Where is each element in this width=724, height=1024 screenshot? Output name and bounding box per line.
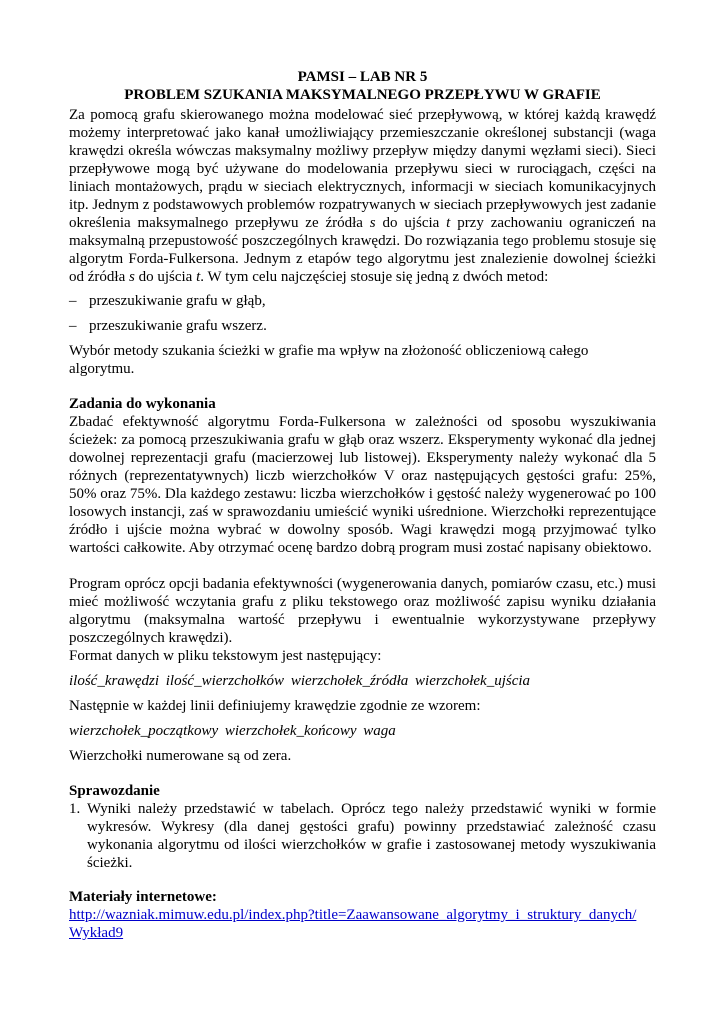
document-page [69,68,656,942]
sink-symbol-2: t [196,269,201,285]
problem-title: PROBLEM SZUKANIA MAKSYMALNEGO PRZEPŁYWU W GRAFIE [124,87,601,103]
format-header-line: ilość_krawędzi ilość_wierzchołków wierzchołek_źródła wierzchołek_ujścia [69,673,531,689]
list-item [69,317,656,335]
report-heading: Sprawozdanie [69,783,160,799]
report-item-text: Wyniki należy przedstawić w tabelach. Oprócz tego należy przedstawić wyniki w formie wykresów. Wykresy (dla danej gęstości grafu) powinny przedstawiać zależność czasu wykonania algorytmu od ilości wierzchołków w grafie i zastosowanej metody wyszukiwania ścieżki. [87,801,656,871]
source-symbol-2: s [128,269,135,285]
format-intro: Format danych w pliku tekstowym jest następujący: [69,648,382,664]
link-line-1: http://wazniak.mimuw.edu.pl/index.php?title=Zaawansowane_algorytmy_i_struktury_danych/ [69,907,637,923]
format-next-paragraph: Następnie w każdej linii definiujemy krawędzie zgodnie ze wzorem: [69,698,481,714]
report-list [69,800,656,872]
list-item [69,292,656,310]
sink-symbol: t [446,215,451,231]
intro-text-b: do ujścia [375,215,447,231]
dash-bullet: – [69,318,77,334]
intro-paragraph [69,106,656,286]
methods-list [69,292,656,335]
method-bfs: przeszukiwanie grafu wszerz. [89,318,267,334]
materials-link[interactable] [69,907,636,941]
format-edge-line: wierzchołek_początkowy wierzchołek_końcowy waga [69,723,396,739]
vertex-numbering-note: Wierzchołki numerowane są od zera. [69,748,292,764]
materials-link-paragraph [69,906,656,942]
method-dfs: przeszukiwanie grafu w głąb, [89,293,266,309]
method-choice-paragraph: Wybór metody szukania ścieżki w grafie ma wpływ na złożoność obliczeniową całego algorytmu. [69,343,589,377]
materials-heading: Materiały internetowe: [69,889,217,905]
tasks-paragraph: Zbadać efektywność algorytmu Forda-Fulkersona w zależności od sposobu wyszukiwania ścieżek: za pomocą przeszukiwania grafu w głąb oraz wszerz. Eksperymenty wykonać dla jednej dowolnej reprezentacji grafu (macierzowej lub listowej). Eksperymenty należy wykonać dla 5 różnych (reprezentatywnych) liczb wierzchołków V oraz następujących gęstości grafu: 25%, 50% oraz 75%. Dla każdego zestawu: liczba wierzchołków i gęstość należy wygenerować po 100 losowych instancji, zaś w sprawozdaniu umieścić wyniki uśrednione. Wierzchołki reprezentujące źródło i ujście można wybrać w dowolny sposób. Wagi krawędzi mogą przyjmować tylko wartości całkowite. Aby otrzymać ocenę bardzo dobrą program musi zostać napisany obiektowo. [69,414,656,556]
intro-text-a: Za pomocą grafu skierowanego można modelować sieć przepływową, w której każdą krawędź możemy interpretować jako kanał umożliwiający przemieszczanie określonej substancji (waga krawędzi określa wówczas maksymalny możliwy przepływ między danymi węzłami sieci). Sieci przepływowe mogą być używane do modelowania przepływu sieci w rurociągach, części na liniach montażowych, prądu w sieciach elektrycznych, informacji w sieciach komunikacyjnych itp. Jednym z podstawowych problemów rozpatrywanych w sieciach przepływowych jest zadanie określenia maksymalnego przepływu ze źródła [69,107,656,231]
intro-text-c: przy zachowaniu ograniczeń na maksymalną przepustowość poszczególnych krawędzi. Do rozwiązania tego problemu stosuje się algorytm Forda-Fulkersona. Jednym z etapów tego algorytmu jest znalezienie dowolnej ścieżki od źródła [69,215,656,285]
dash-bullet: – [69,293,77,309]
intro-text-e: . W tym celu najczęściej stosuje się jedną z dwóch metod: [200,269,549,285]
lab-number-title: PAMSI – LAB NR 5 [297,69,428,85]
program-paragraph: Program oprócz opcji badania efektywności (wygenerowania danych, pomiarów czasu, etc.) musi mieć możliwość wczytania grafu z pliku tekstowego oraz możliwość zapisu wyniku działania algorytmu (maksymalna wartość przepływu i ewentualnie wykorzystywane przepływy poszczególnych krawędzi). [69,576,656,646]
source-symbol: s [369,215,376,231]
item-number: 1. [69,801,81,817]
tasks-heading: Zadania do wykonania [69,396,216,412]
intro-text-d: do ujścia [134,269,197,285]
link-line-2: Wykład9 [69,925,124,941]
list-item [69,800,656,872]
